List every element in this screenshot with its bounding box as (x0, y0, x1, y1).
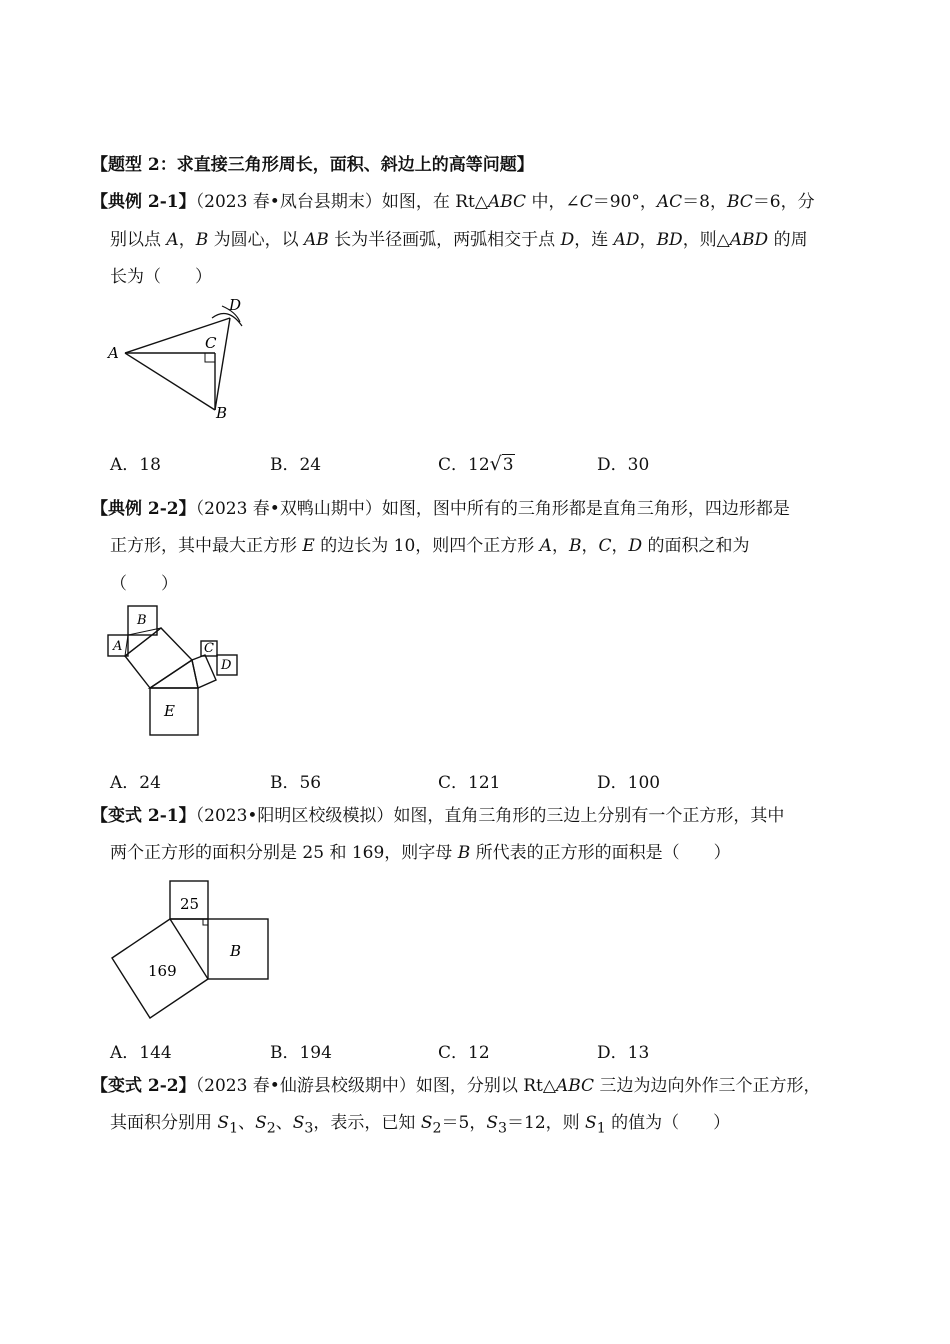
q1-line2: 别以点 A，B 为圆心，以 AB 长为半径画弧，两弧相交于点 D，连 AD，BD，则△ABD 的周 (110, 230, 808, 250)
q1-line3: 长为（ ） (110, 267, 212, 287)
q1-label-a: A (108, 344, 119, 362)
q2-options (0, 768, 950, 792)
q3-options (0, 1038, 950, 1062)
q2-option-d[interactable]: D．100 (597, 773, 661, 793)
q3-figure (105, 875, 275, 1025)
q2-option-c[interactable]: C．121 (438, 773, 501, 793)
q1-line1: 【典例 2-1】（2023 春•凤台县期末）如图，在 Rt△ABC 中，∠C＝90°，AC＝8，BC＝6，分 (91, 192, 815, 212)
q3-line2: 两个正方形的面积分别是 25 和 169，则字母 B 所代表的正方形的面积是（ ） (110, 843, 731, 863)
q2-line1: 【典例 2-2】（2023 春•双鸭山期中）如图，图中所有的三角形都是直角三角形，四边形都是 (91, 499, 790, 519)
q3-label-big: 169 (148, 962, 177, 980)
q1-options (0, 450, 950, 474)
q2-line3: （ ） (110, 574, 178, 594)
q3-option-a[interactable]: A．144 (110, 1043, 172, 1063)
q4-tag: 【变式 2-2】 (91, 1076, 196, 1096)
q1-label-c: C (205, 334, 217, 352)
q1-tag: 【典例 2-1】 (91, 192, 196, 212)
q2-label-c: C (204, 641, 214, 656)
q1-option-b[interactable]: B．24 (270, 455, 322, 475)
q4-line1: 【变式 2-2】（2023 春•仙游县校级期中）如图，分别以 Rt△ABC 三边为边向外作三个正方形， (91, 1076, 821, 1096)
section-title: 【题型 2：求直接三角形周长，面积、斜边上的高等问题】 (91, 155, 534, 175)
q1-option-c[interactable]: C．12√3 (438, 453, 514, 475)
q2-source: （2023 春•双鸭山期中） (195, 499, 382, 519)
q2-label-d: D (221, 658, 232, 673)
q3-line1: 【变式 2-1】（2023•阳明区校级模拟）如图，直角三角形的三边上分别有一个正方形，其中 (91, 806, 785, 826)
q3-source: （2023•阳明区校级模拟） (195, 806, 394, 826)
q3-tag: 【变式 2-1】 (91, 806, 196, 826)
q1-option-a[interactable]: A．18 (110, 455, 161, 475)
q1-figure (100, 295, 260, 425)
q2-line2: 正方形，其中最大正方形 E 的边长为 10，则四个正方形 A，B，C，D 的面积之和为 (110, 536, 750, 556)
q1-label-b: B (216, 404, 228, 422)
q4-source: （2023 春•仙游县校级期中） (195, 1076, 416, 1096)
q1-option-d[interactable]: D．30 (597, 455, 650, 475)
q3-label-b: B (230, 942, 242, 960)
q3-option-d[interactable]: D．13 (597, 1043, 650, 1063)
q1-label-d: D (229, 296, 242, 314)
sqrt-sign: √ (489, 453, 502, 475)
q3-label-small: 25 (180, 895, 200, 913)
q2-figure (100, 600, 250, 740)
q2-tag: 【典例 2-2】 (91, 499, 196, 519)
q1-source: （2023 春•凤台县期末） (195, 192, 382, 212)
q2-label-b: B (137, 613, 147, 628)
q4-line2: 其面积分别用 $S_1$、$S_2$、$S_3$，表示，已知 $S_2=5$，$S_3=12$，则 $S_1$ 的值为（ ） (110, 1113, 731, 1137)
q3-option-c[interactable]: C．12 (438, 1043, 490, 1063)
q3-option-b[interactable]: B．194 (270, 1043, 332, 1063)
q2-option-a[interactable]: A．24 (110, 773, 161, 793)
q2-label-e: E (164, 702, 175, 720)
q2-option-b[interactable]: B．56 (270, 773, 322, 793)
q2-label-a: A (113, 639, 123, 654)
